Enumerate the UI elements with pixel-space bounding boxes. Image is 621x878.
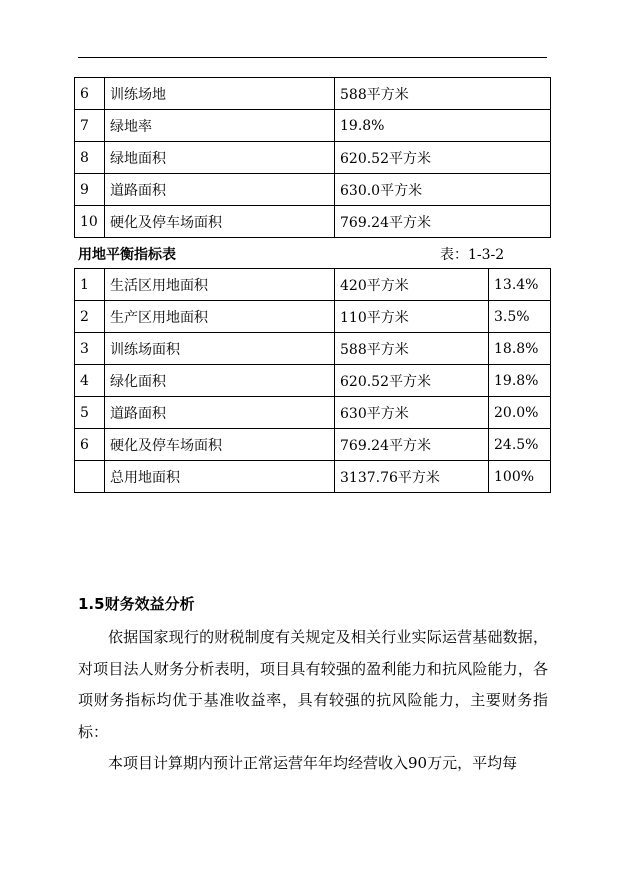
table-row xyxy=(75,333,551,365)
table-row xyxy=(75,78,551,110)
cell-pct: 100% xyxy=(489,461,551,493)
cell-value: 588平方米 xyxy=(335,333,489,365)
cell-item: 硬化及停车场面积 xyxy=(105,206,335,238)
paragraph: 本项目计算期内预计正常运营年年均经营收入90万元，平均每 xyxy=(108,754,518,772)
table-row xyxy=(75,206,551,238)
table-row xyxy=(75,397,551,429)
cell-value: 110平方米 xyxy=(335,301,489,333)
table-row xyxy=(75,110,551,142)
cell-no: 10 xyxy=(75,206,105,238)
cell-item: 生产区用地面积 xyxy=(105,301,335,333)
table-row xyxy=(75,174,551,206)
land-balance-table xyxy=(74,268,551,493)
table-row xyxy=(75,269,551,301)
cell-item: 绿化面积 xyxy=(105,365,335,397)
cell-no: 1 xyxy=(75,269,105,301)
site-indicator-table xyxy=(74,77,551,238)
cell-no: 4 xyxy=(75,365,105,397)
cell-no: 7 xyxy=(75,110,105,142)
cell-value: 620.52平方米 xyxy=(335,142,551,174)
cell-item: 总用地面积 xyxy=(105,461,335,493)
cell-item: 道路面积 xyxy=(105,174,335,206)
cell-pct: 19.8% xyxy=(489,365,551,397)
cell-pct: 20.0% xyxy=(489,397,551,429)
cell-value: 19.8% xyxy=(335,110,551,142)
cell-value: 620.52平方米 xyxy=(335,365,489,397)
cell-value: 769.24平方米 xyxy=(335,206,551,238)
section-heading: 1.5财务效益分析 xyxy=(78,595,195,613)
cell-value: 3137.76平方米 xyxy=(335,461,489,493)
cell-pct: 24.5% xyxy=(489,429,551,461)
cell-item: 道路面积 xyxy=(105,397,335,429)
cell-value: 420平方米 xyxy=(335,269,489,301)
cell-item: 训练场地 xyxy=(105,78,335,110)
header-rule xyxy=(78,57,547,58)
cell-item: 生活区用地面积 xyxy=(105,269,335,301)
cell-pct: 18.8% xyxy=(489,333,551,365)
cell-no: 6 xyxy=(75,78,105,110)
cell-no: 5 xyxy=(75,397,105,429)
cell-no: 9 xyxy=(75,174,105,206)
cell-item: 硬化及停车场面积 xyxy=(105,429,335,461)
cell-item: 训练场面积 xyxy=(105,333,335,365)
cell-value: 630平方米 xyxy=(335,397,489,429)
table-row xyxy=(75,429,551,461)
section-body xyxy=(78,622,548,780)
table-title: 用地平衡指标表 xyxy=(78,247,176,263)
cell-no xyxy=(75,461,105,493)
cell-item: 绿地面积 xyxy=(105,142,335,174)
cell-no: 2 xyxy=(75,301,105,333)
table-row xyxy=(75,365,551,397)
table-row xyxy=(75,142,551,174)
cell-value: 630.0平方米 xyxy=(335,174,551,206)
cell-value: 588平方米 xyxy=(335,78,551,110)
table-row xyxy=(75,301,551,333)
cell-no: 8 xyxy=(75,142,105,174)
cell-no: 6 xyxy=(75,429,105,461)
table-reference: 表：1-3-2 xyxy=(440,247,505,263)
cell-value: 769.24平方米 xyxy=(335,429,489,461)
cell-item: 绿地率 xyxy=(105,110,335,142)
paragraph: 依据国家现行的财税制度有关规定及相关行业实际运营基础数据，对项目法人财务分析表明，项目具有较强的盈利能力和抗风险能力，各项财务指标均优于基准收益率，具有较强的抗风险能力，主要财务指标： xyxy=(78,628,548,741)
cell-no: 3 xyxy=(75,333,105,365)
cell-pct: 13.4% xyxy=(489,269,551,301)
table-row xyxy=(75,461,551,493)
cell-pct: 3.5% xyxy=(489,301,551,333)
